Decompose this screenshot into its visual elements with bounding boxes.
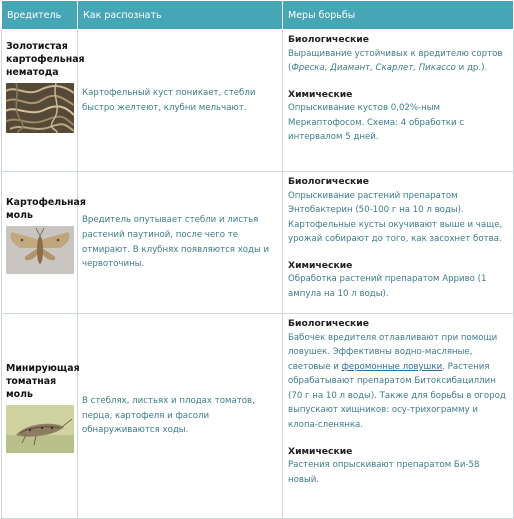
pest-control-table [1,0,514,519]
bio-text [288,47,508,76]
header-pest: Вредитель [2,1,78,30]
bio-text-part: и клопа-сленянка. [288,405,479,431]
header-recognize: Как распознать [78,1,283,30]
symptoms-cell [78,314,283,519]
pest-cell [2,30,85,172]
table-row [2,172,514,314]
measures-cell [283,172,514,314]
symptoms-cell [78,30,283,172]
potato-moth-photo [6,226,74,274]
symptoms-cell [78,172,283,314]
table-row [2,314,514,519]
tomato-moth-photo [6,405,74,453]
bio-text [288,331,508,433]
symptoms-text: Картофельный куст поникает, стебли быстро желтеют, клубни мельчают. [82,87,256,113]
chem-title: Химические [288,445,353,457]
pest-name: Картофельная моль [6,197,86,221]
nematode-photo [6,83,74,133]
measures-cell [283,314,514,519]
bio-text: Опрыскивание растений препаратом Энтобактерин (50-100 г на 10 л воды). Картофельные кусты окучивают выше и чаще, урожай собирают до того, как засохнет ботва. [288,190,503,245]
bio-title: Биологические [288,318,369,329]
symptoms-text: Вредитель опутывает стебли и листья растений паутиной, после чего те отмирают. В клубнях появляются ходы и червоточины. [82,215,270,270]
chem-text: Опрыскивание кустов 0,02%-ным Меркаптофосом. Схема: 4 обработки с интервалом 5 дней. [288,103,465,143]
bio-text-part: Выращивание устойчивых к вредителю сортов ( [288,48,503,74]
pest-name: Золотистая картофельная нематода [6,41,85,78]
bio-text-part: осу-трихограмму [391,405,470,416]
bio-title: Биологические [288,176,369,187]
table-header-row [2,1,514,30]
chem-text: Растения опрыскивают препаратом Би-58 новый. [288,460,480,485]
chem-title: Химические [288,88,353,100]
chem-text: Обработка растений препаратом Арриво (1 ампула на 10 л воды). [288,274,487,299]
table-row [2,30,514,172]
bio-text-part: и др.). [455,63,488,74]
bio-title: Биологические [288,34,369,45]
bio-text-part: Бабочек вредителя отлавливают при помощи ловушек. Эффективны водно-масляные, световые и [288,332,498,372]
pheromone-traps-link[interactable]: феромонные ловушки [341,361,443,372]
symptoms-text: В стеблях, листьях и плодах томатов, перца, картофеля и фасоли обнаруживаются ходы. [82,396,255,436]
pest-cell [2,172,86,314]
bio-text-part: . Растения обрабатывают препаратом Битоксибациллин (70 г на 10 л воды). Также для борьбы в огород выпускают хищников: [288,361,506,416]
header-measures: Меры борьбы [283,1,514,30]
bio-varieties: Фреска, Диамант, Скарлет, Пикассо [291,63,456,74]
pest-name: Минирующая томатная моль [6,363,80,400]
pest-cell [2,314,78,519]
measures-cell [283,30,514,172]
chem-title: Химические [288,259,353,271]
